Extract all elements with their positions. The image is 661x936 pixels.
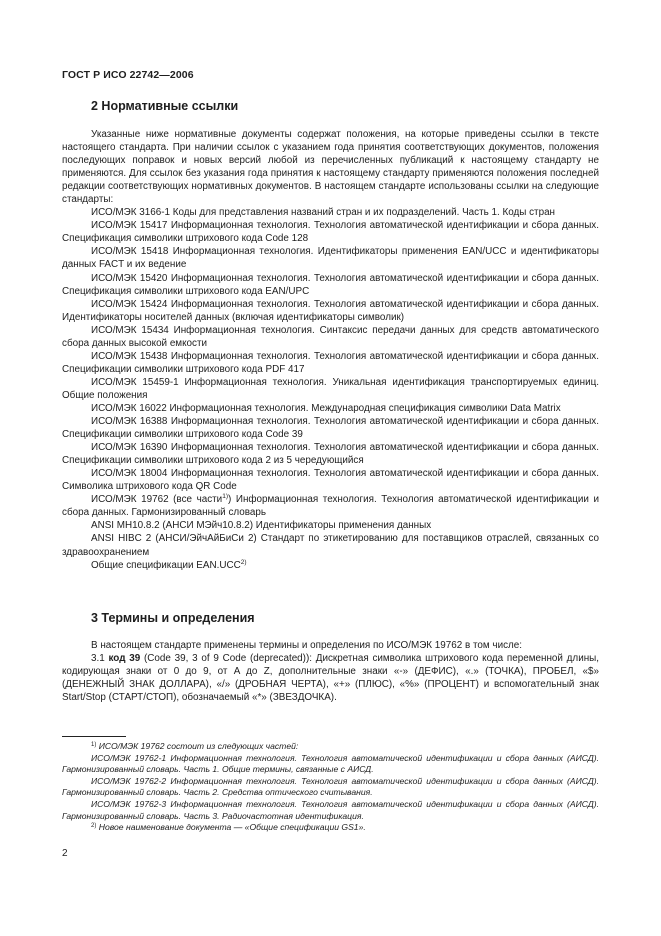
reference-item: ИСО/МЭК 3166-1 Коды для представления названий стран и их подразделений. Часть 1. Коды стран: [91, 207, 556, 219]
term-definition-text: (Code 39, 3 of 9 Code (deprecated)): Дискретная символика штрихового кода переменной длины, кодирующая знаки от 0 до 9, от A до Z, дополнительные знаки «-» (ДЕФИС), «.» (ТОЧКА), ПРОБЕЛ, «$» (ДЕНЕЖНЫЙ ЗНАК ДОЛЛАРА), «/» (ДРОБНАЯ ЧЕРТА), «+» (ПЛЮС), «%» (ПРОЦЕНТ) и вспомогательный знак Start/Stop (СТАРТ/СТОП), обозначаемый «*» (ЗВЕЗДОЧКА).: [62, 653, 600, 704]
section-2-body: [62, 128, 599, 572]
footnote-1-intro: ИСО/МЭК 19762 состоит из следующих частей:: [98, 741, 299, 751]
footnote-2: [62, 822, 599, 834]
footnote-ref-1[interactable]: 1): [222, 493, 228, 501]
footnote-1-part: ИСО/МЭК 19762-2 Информационная технология. Технология автоматической идентификации и сбора данных (АИСД). Гармонизированный словарь. Часть 2. Средства оптического считывания.: [62, 775, 599, 798]
reference-item: ИСО/МЭК 16390 Информационная технология. Технология автоматической идентификации и сбора данных. Спецификации символики штрихового кода 2 из 5 чередующийся: [62, 442, 599, 467]
reference-item-ansi-mh: ANSI MH10.8.2 (АНСИ МЭйч10.8.2) Идентификаторы применения данных: [91, 520, 432, 532]
footnote-1-part: ИСО/МЭК 19762-1 Информационная технология. Технология автоматической идентификации и сбора данных (АИСД). Гармонизированный словарь. Часть 1. Общие термины, связанные с АИСД.: [62, 752, 599, 775]
reference-item: ИСО/МЭК 15459-1 Информационная технология. Уникальная идентификация транспортируемых единиц. Общие положения: [62, 376, 599, 401]
footnote-1-mark: 1): [91, 742, 97, 748]
reference-item: ИСО/МЭК 15418 Информационная технология. Идентификаторы применения EAN/UCC и идентификаторы данных FACT и их ведение: [62, 246, 599, 271]
reference-item: ИСО/МЭК 15420 Информационная технология. Технология автоматической идентификации и сбора данных. Спецификация символики штрихового кода EAN/UPC: [62, 272, 599, 297]
reference-item-ansi-hibc: ANSI HIBC 2 (АНСИ/ЭйчАйБиСи 2) Стандарт по этикетированию для поставщиков отраслей, связанных со здравоохранением: [62, 533, 599, 558]
section-2-heading: 2 Нормативные ссылки: [91, 99, 239, 113]
reference-item-ean-ucc: [62, 559, 599, 572]
reference-item-19762: [62, 493, 599, 519]
reference-19762-start: ИСО/МЭК 19762 (все части: [91, 494, 223, 506]
footnote-1-part: ИСО/МЭК 19762-3 Информационная технология. Технология автоматической идентификации и сбора данных (АИСД). Гармонизированный словарь. Часть 3. Радиочастотная идентификация.: [62, 798, 599, 821]
reference-item: ИСО/МЭК 15438 Информационная технология. Технология автоматической идентификации и сбора данных. Спецификации символики штрихового кода PDF 417: [62, 350, 599, 375]
footnote-2-text: Новое наименование документа — «Общие спецификации GS1».: [98, 822, 366, 833]
section-2-intro: Указанные ниже нормативные документы содержат положения, на которые приведены ссылки в тексте настоящего стандарта. При наличии ссылок с указанием года принятия соответствующих документов, положения последующих поправок и новых версий любой из перечисленных публикаций к настоящему стандарту не применяются. Для ссылок без указания года принятия к настоящему стандарту применяются положения последней редакции соответствующих нормативных документов. В настоящем стандарте использованы ссылки на следующие стандарты:: [62, 129, 599, 206]
footnote-separator: [62, 736, 126, 737]
footnote-ref-2[interactable]: 2): [240, 558, 247, 566]
footnotes: [62, 741, 599, 834]
section-3-heading: 3 Термины и определения: [91, 611, 255, 625]
page-number: 2: [62, 848, 68, 859]
reference-item: ИСО/МЭК 15434 Информационная технология. Синтаксис передачи данных для средств автоматического сбора данных высокой емкости: [62, 324, 599, 349]
term-number: 3.1: [91, 653, 105, 665]
section-3-body: [62, 639, 599, 704]
term-name: код 39: [108, 653, 141, 665]
reference-19762-end: ) Информационная технология. Технология автоматической идентификации и сбора данных. Гармонизированный словарь: [62, 494, 599, 519]
reference-item: ИСО/МЭК 15417 Информационная технология. Технология автоматической идентификации и сбора данных. Спецификация символики штрихового кода Code 128: [62, 220, 599, 245]
reference-item: ИСО/МЭК 16022 Информационная технология. Международная спецификация символики Data Matrix: [91, 402, 561, 414]
section-3-intro: В настоящем стандарте применены термины и определения по ИСО/МЭК 19762 в том числе:: [91, 640, 523, 651]
document-header: ГОСТ Р ИСО 22742—2006: [62, 69, 194, 81]
term-definition-3-1: [62, 652, 599, 704]
footnote-2-mark: 2): [91, 823, 97, 830]
reference-item: ИСО/МЭК 15424 Информационная технология. Технология автоматической идентификации и сбора данных. Идентификаторы носителей данных (включая идентификаторы символик): [62, 298, 599, 323]
reference-ean-ucc-text: Общие спецификации EAN.UCC: [91, 559, 241, 571]
reference-list: [62, 206, 599, 571]
footnote-1: [62, 741, 599, 753]
reference-item: ИСО/МЭК 18004 Информационная технология. Технология автоматической идентификации и сбора данных. Символика штрихового кода QR Code: [62, 468, 599, 493]
reference-item: ИСО/МЭК 16388 Информационная технология. Технология автоматической идентификации и сбора данных. Спецификации символики штрихового кода Code 39: [62, 416, 599, 441]
